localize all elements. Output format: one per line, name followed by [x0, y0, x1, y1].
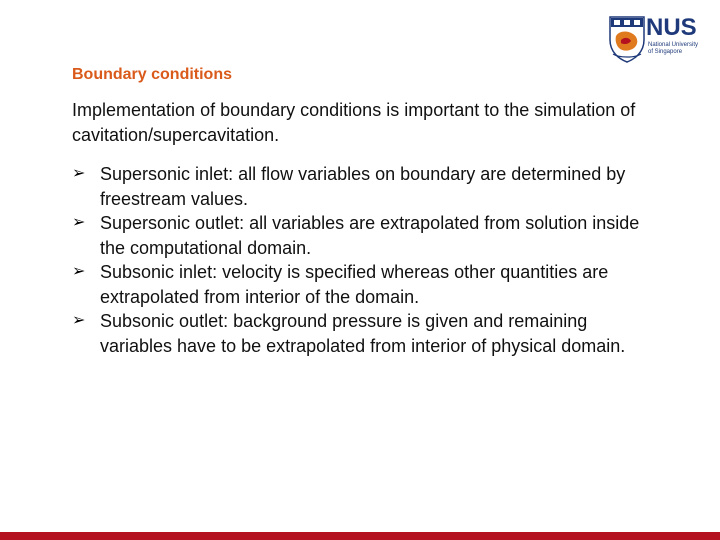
list-item [72, 211, 662, 260]
logo-subtitle-line2: of Singapore [648, 49, 683, 55]
nus-logo [607, 14, 703, 64]
bullet-text: Supersonic outlet: all variables are extrapolated from solution inside the computational domain. [100, 213, 640, 258]
bullet-text: Subsonic inlet: velocity is specified whereas other quantities are extrapolated from interior of the domain. [100, 262, 609, 307]
bullet-text: Subsonic outlet: background pressure is given and remaining variables have to be extrapolated from interior of physical domain. [100, 311, 626, 356]
crest-icon [607, 14, 647, 64]
logo-wordmark: NUS [646, 14, 697, 41]
arrow-bullet-icon: ➢ [72, 214, 86, 231]
arrow-bullet-icon: ➢ [72, 165, 86, 182]
arrow-bullet-icon: ➢ [72, 263, 86, 280]
logo-subtitle-line1: National University [648, 42, 699, 48]
list-item [72, 162, 662, 211]
intro-paragraph: Implementation of boundary conditions is important to the simulation of cavitation/supercavitation. [72, 100, 636, 145]
arrow-bullet-icon: ➢ [72, 312, 86, 329]
bullet-list [72, 162, 662, 358]
slide-title: Boundary conditions [72, 66, 232, 83]
bottom-accent-bar [0, 532, 720, 540]
list-item [72, 260, 662, 309]
bullet-text: Supersonic inlet: all flow variables on boundary are determined by freestream values. [100, 164, 626, 209]
logo-subtitle [648, 42, 708, 56]
list-item [72, 309, 662, 358]
